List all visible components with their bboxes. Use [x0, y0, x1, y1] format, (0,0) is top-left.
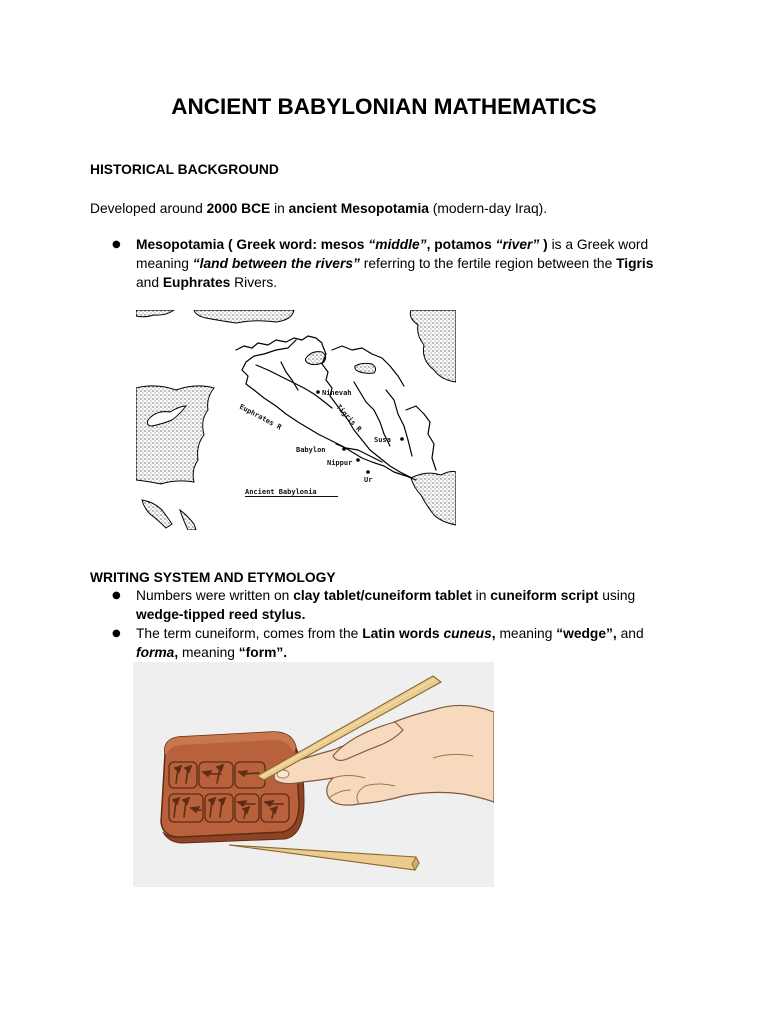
text-run: in [471, 587, 491, 603]
bullet-marker: ● [112, 238, 121, 250]
text-run: Developed around [90, 200, 207, 216]
mesopotamia-map [136, 310, 456, 530]
page-title: ANCIENT BABYLONIAN MATHEMATICS [171, 94, 597, 119]
map-label-babylon: Babylon [296, 446, 326, 454]
bullet-line [136, 254, 653, 273]
text-run: Numbers were written on [136, 587, 294, 603]
text-run: ancient Mesopotamia [288, 200, 429, 216]
map-label-nineveh: Ninevah [322, 389, 352, 397]
text-run: cuneus [443, 625, 492, 641]
map-label-nippur: Nippur [327, 459, 353, 467]
map-city-dot-babylon [342, 447, 346, 451]
map-label-ur: Ur [364, 476, 373, 484]
map-city-dot-nineveh [316, 390, 320, 394]
text-run: “land between the rivers” [192, 255, 360, 271]
text-run: Mesopotamia ( Greek word: mesos [136, 236, 369, 252]
text-run: , [491, 625, 496, 641]
map-label-susa: Susa [374, 436, 391, 444]
text-run: Latin words [362, 625, 444, 641]
text-run: clay tablet/cuneiform tablet [293, 587, 472, 603]
text-run: The term cuneiform, comes from the [136, 625, 363, 641]
bullet-line [136, 624, 644, 643]
text-run: ) [539, 236, 548, 252]
bullet-marker: ● [112, 627, 121, 639]
map-caption: Ancient Babylonia [245, 488, 317, 496]
text-run: “middle” [368, 236, 427, 252]
text-run: “wedge”, [556, 625, 617, 641]
map-city-dot-nippur [356, 458, 360, 462]
text-run: (modern-day Iraq). [428, 200, 548, 216]
section-heading-historical-background: HISTORICAL BACKGROUND [90, 161, 279, 177]
text-run: “river” [495, 236, 540, 252]
bullet-line [136, 235, 648, 254]
text-run: Rivers. [230, 274, 278, 290]
text-run: , [174, 644, 179, 660]
map-city-dot-ur [366, 470, 370, 474]
bullet-line [136, 605, 305, 624]
text-run: 2000 BCE [206, 200, 271, 216]
text-run: , potamos [426, 236, 496, 252]
text-run: meaning [178, 644, 239, 660]
text-run: referring to the fertile region between the [359, 255, 617, 271]
text-run: and [616, 625, 644, 641]
map-city-dot-susa [400, 437, 404, 441]
text-run: meaning [136, 255, 193, 271]
text-run: wedge-tipped reed stylus. [136, 606, 306, 622]
text-run: cuneiform script [490, 587, 599, 603]
bullet-line [136, 273, 277, 292]
bullet-line [136, 586, 635, 605]
text-run: using [598, 587, 636, 603]
text-run: in [270, 200, 289, 216]
text-run: Euphrates [162, 274, 231, 290]
text-run: Tigris [616, 255, 654, 271]
map-label-tigris: Tigris R [334, 402, 364, 434]
cuneiform-tablet-illustration [133, 662, 494, 887]
text-run: forma [136, 644, 175, 660]
section-heading-writing-system: WRITING SYSTEM AND ETYMOLOGY [90, 569, 336, 585]
text-run: and [136, 274, 163, 290]
intro-paragraph [90, 199, 547, 218]
bullet-line [136, 643, 287, 662]
text-run: is a Greek word [547, 236, 649, 252]
bullet-marker: ● [112, 589, 121, 601]
text-run: “form”. [238, 644, 288, 660]
text-run: meaning [495, 625, 557, 641]
map-label-euphrates: Euphrates R [238, 402, 283, 432]
